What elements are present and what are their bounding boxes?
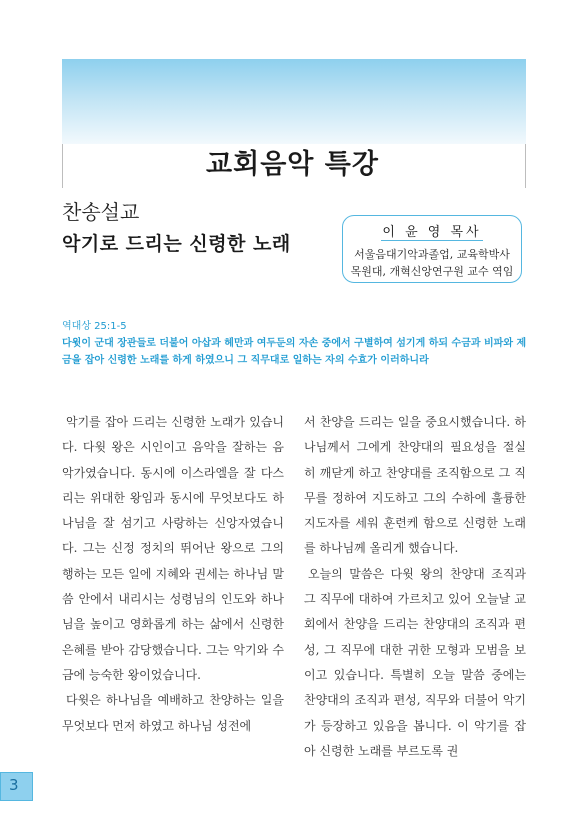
body-column-right (304, 410, 526, 764)
body-column-left (62, 410, 284, 739)
sermon-title: 악기로 드리는 신령한 노래 (62, 233, 291, 255)
body-paragraph: 다윗은 하나님을 예배하고 찬양하는 일을 무엇보다 먼저 하였고 하나님 성전에 (62, 693, 284, 733)
body-paragraph: 서 찬양을 드리는 일을 중요시했습니다. 하나님께서 그에게 찬양대의 필요성을 절실히 깨닫게 하고 찬양대를 조직함으로 그 직무를 정하여 지도하고 그의 수하에 훌륭한 지도자를 세워 훈련케 함으로 신령한 노래를 하나님께 올리게 했습니다. (304, 415, 526, 556)
author-name-divider (381, 240, 483, 241)
body-paragraph: 오늘의 말씀은 다윗 왕의 찬양대 조직과 그 직무에 대하여 가르치고 있어 오늘날 교회에서 찬양을 드리는 찬양대의 조직과 편성, 그 직무에 대한 귀한 모형과 모범을 보이고 있습니다. 특별히 오늘 말씀 중에는 찬양대의 조직과 편성, 직무와 더불어 악기가 등장하고 있음을 봅니다. 이 악기를 잡아 신령한 노래를 부르도록 권 (304, 566, 526, 758)
page-number-badge (0, 772, 33, 801)
author-credential-2: 목원대, 개혁신앙연구원 교수 역임 (350, 265, 514, 278)
author-box (342, 215, 522, 283)
author-credential-1: 서울음대기악과졸업, 교육학박사 (354, 248, 510, 261)
scripture-reference: 역대상 25:1-5 (62, 321, 127, 332)
body-paragraph: 악기를 잡아 드리는 신령한 노래가 있습니다. 다윗 왕은 시인이고 음악을 잘하는 음악가였습니다. 동시에 이스라엘을 잘 다스리는 위대한 왕임과 동시에 무엇보다도 하나님을 잘 섬기고 사랑하는 신앙자였습니다. 그는 신정 정치의 뛰어난 왕으로 그의 행하는 모든 일에 지혜와 권세는 하나님 말씀 안에서 내리시는 성령님의 인도와 하나님을 높이고 영화롭게 하는 삶에서 신령한 은혜를 받아 감당했습니다. 그는 악기와 수금에 능숙한 왕이었습니다. (62, 415, 284, 682)
scripture-text: 다윗이 군대 장관들로 더불어 아삽과 헤만과 여두둔의 자손 중에서 구별하여 섬기게 하되 수금과 비파와 제금을 잡아 신령한 노래를 하게 하였으니 그 직무대로 일하는 자의 수효가 이러하니라 (62, 338, 527, 366)
header-band (62, 59, 526, 144)
author-name: 이 윤 영 목사 (382, 225, 482, 240)
scripture-block (62, 318, 532, 369)
page-number: 3 (9, 776, 19, 794)
series-title: 찬송설교 (62, 200, 140, 224)
page-title: 교회음악 특강 (206, 149, 379, 180)
